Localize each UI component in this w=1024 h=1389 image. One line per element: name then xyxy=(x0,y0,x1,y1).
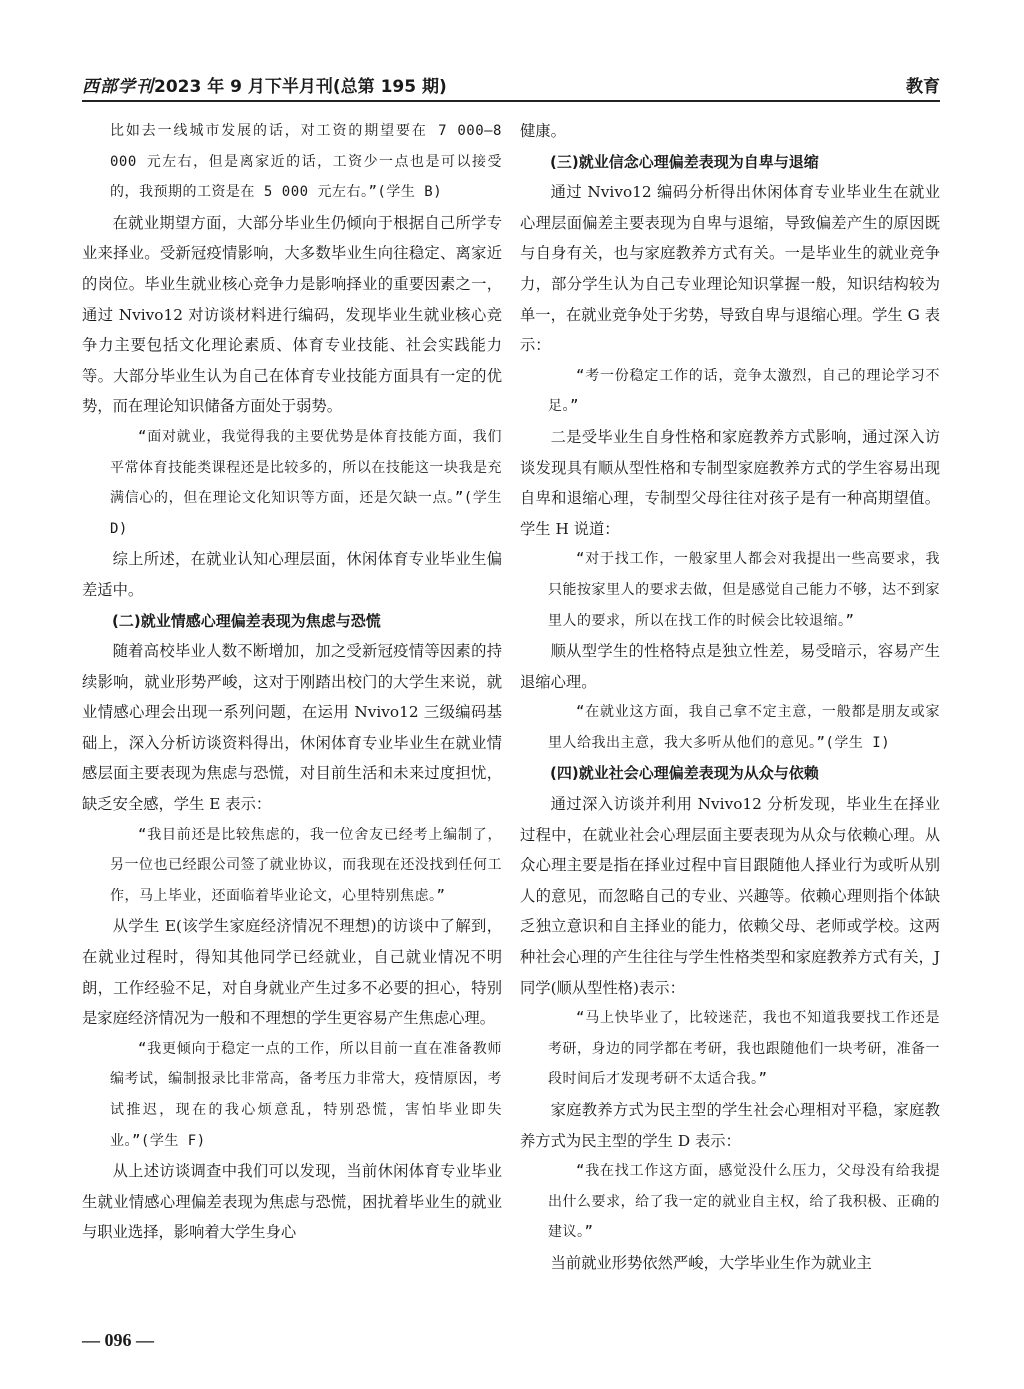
section-heading: (二)就业情感心理偏差表现为焦虑与恐慌 xyxy=(112,611,381,630)
paragraph: 在就业期望方面，大部分毕业生仍倾向于根据自己所学专业来择业。受新冠疫情影响，大多数毕业生向往稳定、离家近的岗位。毕业生就业核心竞争力是影响择业的重要因素之一，通过 Nvivo12 对访谈材料进行编码，发现毕业生就业核心竞争力主要包括文化理论素质、体育专业技能、社会实践能力等。大部分毕业生认为自己在体育专业技能方面具有一定的优势，而在理论知识储备方面处于弱势。 xyxy=(82,213,502,416)
section-heading: (三)就业信念心理偏差表现为自卑与退缩 xyxy=(550,152,819,171)
interview-quote: “在就业这方面，我自己拿不定主意，一般都是朋友或家里人给我出主意，我大多听从他们的意见。”(学生 I) xyxy=(548,704,940,751)
journal-logo: 西部学刊 xyxy=(82,77,154,97)
paragraph: 通过深入访谈并利用 Nvivo12 分析发现，毕业生在择业过程中，在就业社会心理层面主要表现为从众与依赖心理。从众心理主要是指在择业过程中盲目跟随他人择业行为或听从别人的意见，而忽略自己的专业、兴趣等。依赖心理则指个体缺乏独立意识和自主择业的能力，依赖父母、老师或学校。这两种社会心理的产生往往与学生性格类型和家庭教养方式有关，J 同学(顺从型性格)表示： xyxy=(520,795,940,997)
interview-quote: “对于找工作，一般家里人都会对我提出一些高要求，我只能按家里人的要求去做，但是感觉自己能力不够，达不到家里人的要求，所以在找工作的时候会比较退缩。” xyxy=(548,551,940,629)
interview-quote: 比如去一线城市发展的话，对工资的期望要在 7 000—8 000 元左右，但是离家近的话，工资少一点也是可以接受的，我预期的工资是在 5 000 元左右。”(学生 B) xyxy=(110,123,502,201)
interview-quote: “面对就业，我觉得我的主要优势是体育技能方面，我们平常体育技能类课程还是比较多的，所以在技能这一块我是充满信心的，但在理论文化知识等方面，还是欠缺一点。”(学生 D) xyxy=(110,428,502,537)
running-header xyxy=(82,70,940,102)
section-heading: (四)就业社会心理偏差表现为从众与依赖 xyxy=(550,764,819,783)
paragraph: 从上述访谈调查中我们可以发现，当前休闲体育专业毕业生就业情感心理偏差表现为焦虑与恐慌，困扰着毕业生的就业与职业选择，影响着大学生身心 xyxy=(82,1162,502,1242)
interview-quote: “我在找工作这方面，感觉没什么压力，父母没有给我提出什么要求，给了我一定的就业自主权，给了我积极、正确的建议。” xyxy=(548,1163,940,1241)
right-column xyxy=(520,116,940,1279)
issue-info: 2023 年 9 月下半月刊(总第 195 期) xyxy=(154,77,447,97)
paragraph: 随着高校毕业人数不断增加，加之受新冠疫情等因素的持续影响，就业形势严峻，这对于刚踏出校门的大学生来说，就业情感心理会出现一系列问题，在运用 Nvivo12 三级编码基础上，深入分析访谈资料得出，休闲体育专业毕业生在就业情感层面主要表现为焦虑与恐慌，对目前生活和未来过度担忧，缺乏安全感，学生 E 表示： xyxy=(82,642,502,814)
paragraph: 家庭教养方式为民主型的学生社会心理相对平稳，家庭教养方式为民主型的学生 D 表示： xyxy=(520,1101,940,1150)
paragraph: 顺从型学生的性格特点是独立性差，易受暗示，容易产生退缩心理。 xyxy=(520,642,940,691)
paragraph: 健康。 xyxy=(520,122,566,140)
interview-quote: “考一份稳定工作的话，竞争太激烈，自己的理论学习不足。” xyxy=(548,367,940,415)
paragraph: 从学生 E(该学生家庭经济情况不理想)的访谈中了解到，在就业过程时，得知其他同学已经就业，自己就业情况不明朗，工作经验不足，对自身就业产生过多不必要的担心，特别是家庭经济情况为一般和不理想的学生更容易产生焦虑心理。 xyxy=(82,917,502,1028)
interview-quote: “我目前还是比较焦虑的，我一位舍友已经考上编制了，另一位也已经跟公司签了就业协议，而我现在还没找到任何工作，马上毕业，还面临着毕业论文，心里特别焦虑。” xyxy=(110,826,502,904)
section-label: 教育 xyxy=(906,77,940,97)
page-number: — 096 — xyxy=(82,1330,154,1350)
left-column xyxy=(82,116,502,1248)
paragraph: 当前就业形势依然严峻，大学毕业生作为就业主 xyxy=(550,1253,872,1272)
journal-issue xyxy=(82,72,447,97)
paragraph: 综上所述，在就业认知心理层面，休闲体育专业毕业生偏差适中。 xyxy=(82,550,502,599)
interview-quote: “马上快毕业了，比较迷茫，我也不知道我要找工作还是考研，身边的同学都在考研，我也跟随他们一块考研，准备一段时间后才发现考研不太适合我。” xyxy=(548,1010,940,1088)
paragraph: 通过 Nvivo12 编码分析得出休闲体育专业毕业生在就业心理层面偏差主要表现为自卑与退缩，导致偏差产生的原因既与自身有关，也与家庭教养方式有关。一是毕业生的就业竞争力，部分学生认为自己专业理论知识掌握一般，知识结构较为单一，在就业竞争处于劣势，导致自卑与退缩心理。学生 G 表示： xyxy=(520,183,940,355)
paragraph: 二是受毕业生自身性格和家庭教养方式影响，通过深入访谈发现具有顺从型性格和专制型家庭教养方式的学生容易出现自卑和退缩心理，专制型父母往往对孩子是有一种高期望值。学生 H 说道： xyxy=(520,427,940,538)
interview-quote: “我更倾向于稳定一点的工作，所以目前一直在准备教师编考试，编制报录比非常高，备考压力非常大，疫情原因，考试推迟，现在的我心烦意乱，特别恐慌，害怕毕业即失业。”(学生 F) xyxy=(110,1040,502,1149)
